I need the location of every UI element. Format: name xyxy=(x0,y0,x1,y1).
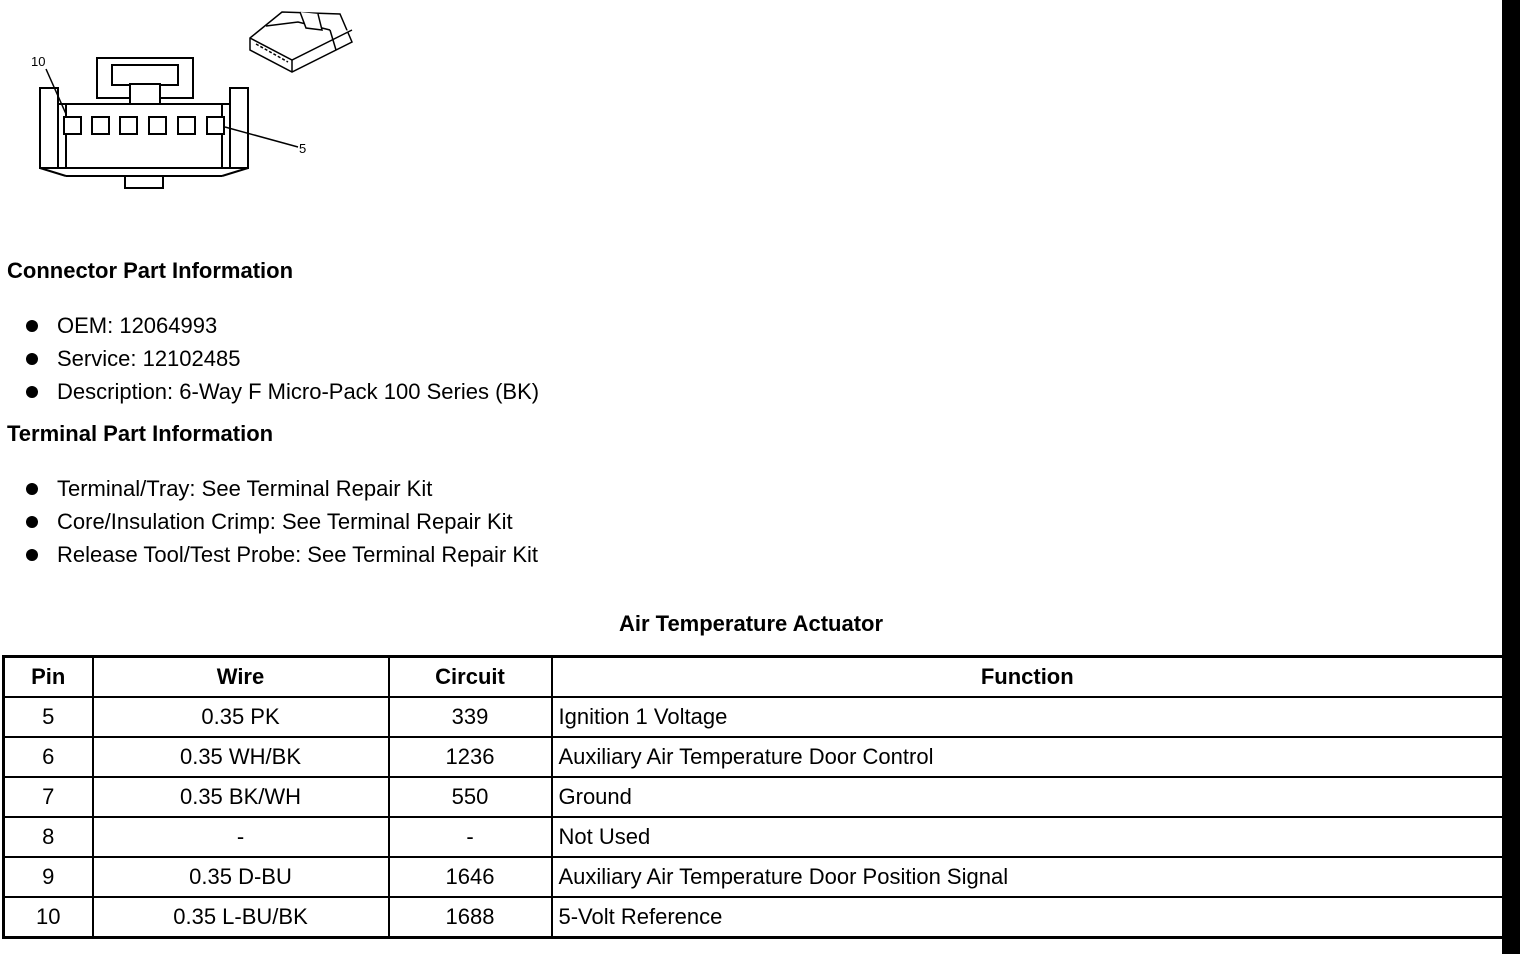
list-item-text: Core/Insulation Crimp: See Terminal Repair Kit xyxy=(57,509,513,534)
list-item-text: Release Tool/Test Probe: See Terminal Repair Kit xyxy=(57,542,538,567)
list-item-text: Service: 12102485 xyxy=(57,346,241,371)
cell-circuit: 1688 xyxy=(389,897,552,938)
cell-circuit: 550 xyxy=(389,777,552,817)
cell-wire: 0.35 BK/WH xyxy=(93,777,389,817)
cell-function: Auxiliary Air Temperature Door Position Signal xyxy=(552,857,1504,897)
table-row xyxy=(4,897,1504,938)
list-item-text: OEM: 12064993 xyxy=(57,313,218,338)
table-row xyxy=(4,857,1504,897)
connector-part-info-list xyxy=(0,309,539,408)
column-header-wire: Wire xyxy=(93,657,389,698)
cell-function: Ignition 1 Voltage xyxy=(552,697,1504,737)
pin-cavity-6 xyxy=(178,117,195,134)
connector-part-info-heading: Connector Part Information xyxy=(7,258,294,283)
pinout-table xyxy=(2,655,1505,939)
list-item xyxy=(0,375,539,408)
connector-diagram xyxy=(0,0,380,200)
callout-label-5: 5 xyxy=(299,141,307,156)
connector-isometric-icon xyxy=(250,12,352,72)
table-row xyxy=(4,737,1504,777)
bullet-icon xyxy=(26,353,38,365)
cell-circuit: 339 xyxy=(389,697,552,737)
cell-pin: 9 xyxy=(4,857,93,897)
bullet-icon xyxy=(26,320,38,332)
terminal-part-info-heading: Terminal Part Information xyxy=(7,421,274,446)
table-row xyxy=(4,697,1504,737)
cell-circuit: 1236 xyxy=(389,737,552,777)
table-title: Air Temperature Actuator xyxy=(618,611,884,636)
terminal-part-info-list xyxy=(0,472,538,571)
list-item xyxy=(0,342,539,375)
column-header-pin: Pin xyxy=(4,657,93,698)
list-item xyxy=(0,472,538,505)
list-item xyxy=(0,505,538,538)
cell-pin: 10 xyxy=(4,897,93,938)
list-item xyxy=(0,309,539,342)
cell-pin: 7 xyxy=(4,777,93,817)
column-header-circuit: Circuit xyxy=(389,657,552,698)
cell-wire: 0.35 WH/BK xyxy=(93,737,389,777)
column-header-function: Function xyxy=(552,657,1504,698)
pin-cavity-7 xyxy=(149,117,166,134)
cell-function: Ground xyxy=(552,777,1504,817)
bullet-icon xyxy=(26,386,38,398)
cell-circuit: - xyxy=(389,817,552,857)
pin-cavity-10 xyxy=(64,117,81,134)
pin-cavity-5 xyxy=(207,117,224,134)
list-item-text: Description: 6-Way F Micro-Pack 100 Series (BK) xyxy=(57,379,540,404)
pin-cavity-8 xyxy=(120,117,137,134)
cell-wire: 0.35 L-BU/BK xyxy=(93,897,389,938)
table-header-row xyxy=(4,657,1504,698)
list-item-text: Terminal/Tray: See Terminal Repair Kit xyxy=(57,476,433,501)
table-row xyxy=(4,817,1504,857)
cell-wire: 0.35 D-BU xyxy=(93,857,389,897)
cell-function: Not Used xyxy=(552,817,1504,857)
bullet-icon xyxy=(26,549,38,561)
bullet-icon xyxy=(26,516,38,528)
list-item xyxy=(0,538,538,571)
cell-function: Auxiliary Air Temperature Door Control xyxy=(552,737,1504,777)
bullet-icon xyxy=(26,483,38,495)
cell-pin: 8 xyxy=(4,817,93,857)
cell-pin: 5 xyxy=(4,697,93,737)
page-edge-border xyxy=(1502,0,1520,954)
cell-pin: 6 xyxy=(4,737,93,777)
pin-cavity-9 xyxy=(92,117,109,134)
cell-wire: - xyxy=(93,817,389,857)
callout-label-10: 10 xyxy=(31,54,46,69)
cell-circuit: 1646 xyxy=(389,857,552,897)
cell-function: 5-Volt Reference xyxy=(552,897,1504,938)
table-row xyxy=(4,777,1504,817)
cell-wire: 0.35 PK xyxy=(93,697,389,737)
